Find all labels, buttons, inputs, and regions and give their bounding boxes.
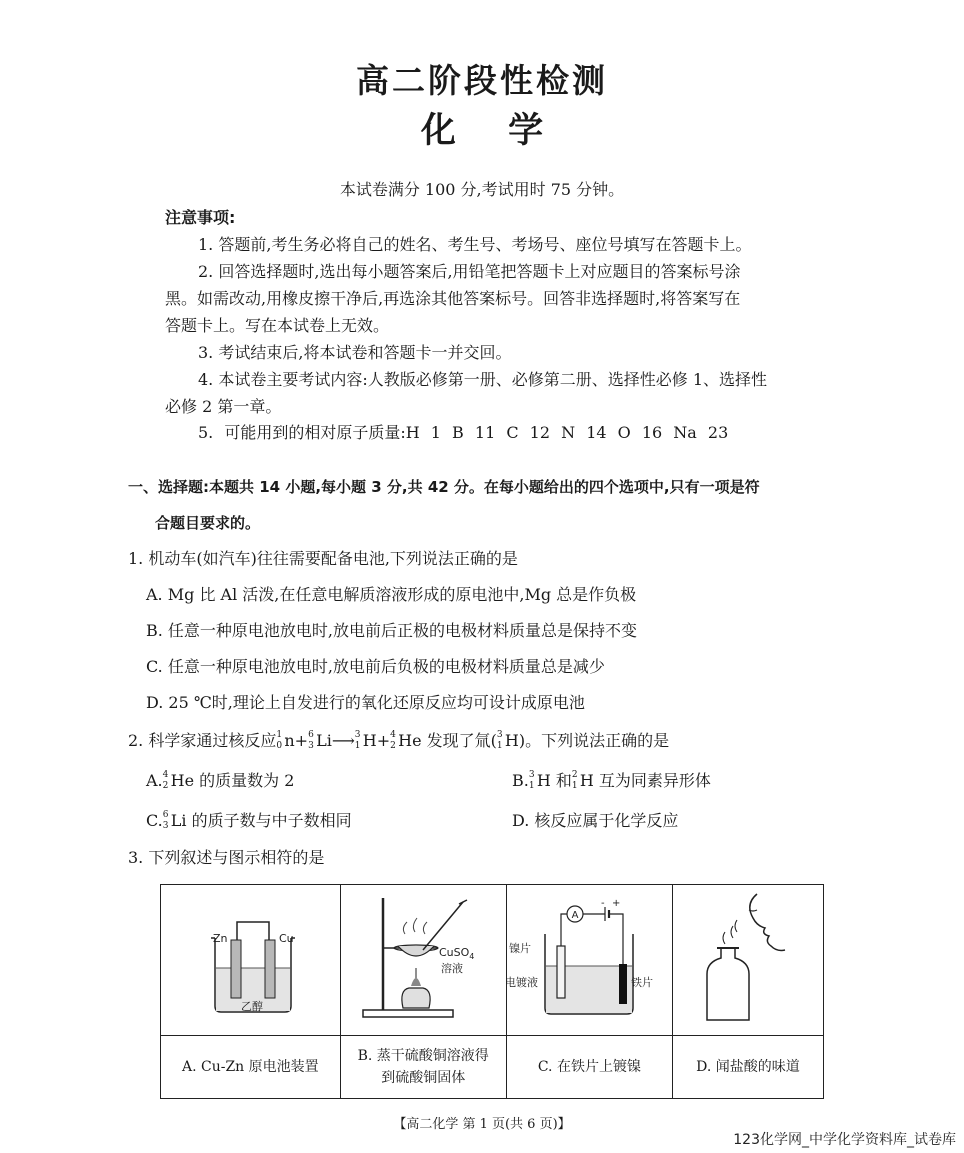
nickel-label: 镍片	[509, 942, 532, 955]
figure-c-cell	[506, 885, 672, 1036]
ethanol-label: 乙醇	[241, 1000, 264, 1013]
figure-d-caption: D. 闻盐酸的味道	[673, 1036, 824, 1099]
evaporation-diagram	[343, 888, 503, 1028]
question-1-option-c: C. 任意一种原电池放电时,放电前后负极的电极材料质量总是减少	[146, 657, 605, 676]
page-footer: 【高二化学 第 1 页(共 6 页)】	[393, 1117, 571, 1132]
cu-label: Cu	[279, 932, 294, 945]
minus-sign: -	[601, 898, 605, 909]
smell-acid-diagram	[673, 888, 823, 1028]
figure-b-caption: B. 蒸干硫酸铜溶液得 到硫酸铜固体	[340, 1036, 506, 1099]
question-2-option-d: D. 核反应属于化学反应	[512, 811, 679, 830]
notice-item-1: 1. 答题前,考生务必将自己的姓名、考生号、考场号、座位号填写在答题卡上。	[198, 235, 752, 254]
notice-item-2: 2. 回答选择题时,选出每小题答案后,用铅笔把答题卡上对应题目的答案标号涂	[198, 262, 741, 281]
subject-title: 化 学	[420, 111, 544, 151]
notice-item-4-cont: 必修 2 第一章。	[165, 397, 282, 416]
notice-item-5: 5. 可能用到的相对原子质量:H 1 B 11 C 12 N 14 O 16 Na 23	[198, 423, 729, 442]
electroplating-diagram	[505, 888, 669, 1028]
iron-label: 铁片	[631, 976, 654, 989]
figure-b-cell	[340, 885, 506, 1036]
exam-info: 本试卷满分 100 分,考试用时 75 分钟。	[339, 180, 625, 199]
section-title: 一、选择题:本题共 14 小题,每小题 3 分,共 42 分。在每小题给出的四个选项中,只有一项是符	[128, 478, 760, 496]
question-2-option-c: C. 6 3 Li 的质子数与中子数相同	[146, 810, 352, 831]
question-2-option-b: B. 3 1 H 和 2 1 H 互为同素异形体	[512, 770, 711, 791]
exam-title: 高二阶段性检测	[356, 61, 608, 100]
notice-heading: 注意事项:	[165, 208, 236, 227]
figure-c-caption: C. 在铁片上镀镍	[506, 1036, 672, 1099]
question-1-option-b: B. 任意一种原电池放电时,放电前后正极的电极材料质量总是保持不变	[146, 621, 638, 640]
zn-label: Zn	[213, 932, 228, 945]
section-title-cont: 合题目要求的。	[155, 514, 261, 532]
notice-item-2-cont: 黑。如需改动,用橡皮擦干净后,再选涂其他答案标号。回答非选择题时,将答案写在	[165, 289, 741, 308]
question-1-stem: 1. 机动车(如汽车)往往需要配备电池,下列说法正确的是	[128, 549, 518, 568]
question-3-stem: 3. 下列叙述与图示相符的是	[128, 848, 325, 867]
question-1-option-a: A. Mg 比 Al 活泼,在任意电解质溶液形成的原电池中,Mg 总是作负极	[146, 585, 637, 604]
notice-item-3: 3. 考试结束后,将本试卷和答题卡一并交回。	[198, 343, 512, 362]
notice-item-4: 4. 本试卷主要考试内容:人教版必修第一册、必修第二册、选择性必修 1、选择性	[198, 370, 768, 389]
plus-sign: +	[612, 898, 621, 909]
figure-a-cell	[161, 885, 341, 1036]
figure-d-cell	[673, 885, 824, 1036]
cuso4-label: CuSO$_4$	[439, 946, 475, 961]
figure-a-caption: A. Cu-Zn 原电池装置	[161, 1036, 341, 1099]
question-2-option-a: A. 4 2 He 的质量数为 2	[146, 770, 295, 791]
watermark: 123化学网_中学化学资料库_试卷库	[733, 1132, 956, 1148]
question-2-stem: 2. 科学家通过核反应 1 0 n+ 6 3 Li⟶ 3 1 H+ 4 2 He 发现了氚( 3 1 H)。下列说法正确的是	[128, 730, 670, 751]
notice-item-2-cont2: 答题卡上。写在本试卷上无效。	[165, 316, 390, 335]
solution-label: 溶液	[441, 962, 464, 975]
question-1-option-d: D. 25 ℃时,理论上自发进行的氧化还原反应均可设计成原电池	[146, 693, 585, 712]
question-3-figure-table	[160, 884, 824, 1099]
ammeter-label: A	[571, 910, 579, 921]
cu-zn-cell-diagram	[165, 888, 335, 1028]
plating-solution-label: 电镀液	[505, 976, 539, 989]
